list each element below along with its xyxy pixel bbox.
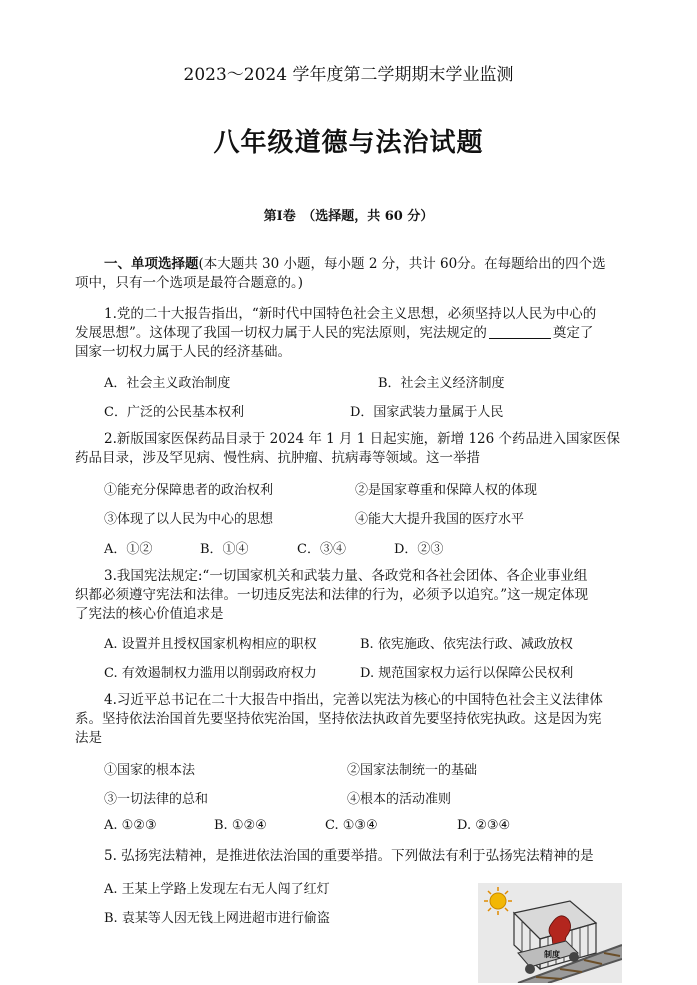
q5-option-b: B. 袁某等人因无钱上网进超市进行偷盗 [104, 911, 330, 926]
q3-option-a: A. 设置并且授权国家机构相应的职权 [104, 637, 317, 652]
q3-option-d: D. 规范国家权力运行以保障公民权利 [360, 666, 574, 681]
q4-item-2: ②国家法制统一的基础 [347, 763, 478, 778]
q2-stem-line-1: 2.新版国家医保药品目录于 2024 年 1 月 1 日起实施，新增 126 个药品进入国家医保 [104, 431, 621, 447]
q1-option-a: A．社会主义政治制度 [104, 376, 231, 391]
q3-stem-line-3: 了宪法的核心价值追求是 [75, 606, 224, 622]
q4-option-b: B. ①②④ [214, 818, 267, 833]
exam-title: 八年级道德与法治试题 [213, 128, 484, 158]
q2-option-c: C．③④ [297, 542, 346, 557]
q1-option-d: D．国家武装力量属于人民 [350, 405, 504, 420]
q3-option-b: B. 依宪施政、依宪法行政、减政放权 [360, 637, 573, 652]
wheel [569, 952, 579, 962]
q4-stem-line-1: 4.习近平总书记在二十大报告中指出，完善以宪法为核心的中国特色社会主义法律体 [104, 692, 603, 708]
q3-option-c: C. 有效遏制权力滥用以削弱政府权力 [104, 666, 317, 681]
q4-option-a: A. ①②③ [104, 818, 157, 833]
instructions-line-2: 项中，只有一个选项是最符合题意的。) [75, 275, 304, 291]
instructions-line-1: 一、单项选择题(本大题共 30 小题，每小题 2 分，共计 60分。在每题给出的四个选 [104, 256, 606, 272]
q5-option-a: A. 王某上学路上发现左右无人闯了红灯 [104, 882, 330, 897]
q3-stem-line-1: 3.我国宪法规定:“一切国家机关和武装力量、各政党和各社会团体、各企业事业组 [104, 568, 588, 584]
answer-blank [489, 324, 551, 339]
q4-option-c: C. ①③④ [325, 818, 378, 833]
caged-power-cartoon [478, 883, 622, 983]
q2-option-d: D．②③ [394, 542, 444, 557]
q2-item-1: ①能充分保障患者的政治权利 [104, 483, 274, 498]
q4-item-1: ①国家的根本法 [104, 763, 196, 778]
q2-option-a: A．①② [104, 542, 153, 557]
q4-option-d: D. ②③④ [457, 818, 511, 833]
q4-item-3: ③一切法律的总和 [104, 792, 209, 807]
q1-stem-line-1: 1.党的二十大报告指出，“新时代中国特色社会主义思想，必须坚持以人民为中心的 [104, 306, 597, 322]
q3-stem-line-2: 织都必须遵守宪法和法律。一切违反宪法和法律的行为，必须予以追究。”这一规定体现 [75, 587, 589, 603]
cage-label: 制度 [544, 950, 560, 959]
q1-stem-line-2: 发展思想”。这体现了我国一切权力属于人民的宪法原则，宪法规定的 奠定了 [75, 325, 594, 341]
q2-option-b: B．①④ [200, 542, 249, 557]
instructions-heading: 一、单项选择题 [104, 256, 199, 272]
section-heading: 第Ⅰ卷 （选择题，共 60 分） [263, 209, 434, 224]
q1-option-c: C．广泛的公民基本权利 [104, 405, 244, 420]
q1-stem-line-3: 国家一切权力属于人民的经济基础。 [75, 344, 291, 360]
q2-stem-line-2: 药品目录，涉及罕见病、慢性病、抗肿瘤、抗病毒等领域。这一举措 [75, 450, 480, 466]
q4-stem-line-2: 系。坚持依法治国首先要坚持依宪治国，坚持依法执政首先要坚持依宪执政。这是因为宪 [75, 711, 602, 727]
q2-item-4: ④能大大提升我国的医疗水平 [355, 512, 525, 527]
q2-item-2: ②是国家尊重和保障人权的体现 [355, 483, 538, 498]
q5-stem-line-1: 5. 弘扬宪法精神，是推进依法治国的重要举措。下列做法有利于弘扬宪法精神的是 [104, 848, 594, 864]
q4-item-4: ④根本的活动准则 [347, 792, 452, 807]
wheel [525, 964, 535, 974]
exam-header: 2023～2024 学年度第二学期期末学业监测 [183, 65, 514, 85]
q4-stem-line-3: 法是 [75, 730, 102, 746]
q2-item-3: ③体现了以人民为中心的思想 [104, 512, 274, 527]
q1-option-b: B．社会主义经济制度 [378, 376, 505, 391]
